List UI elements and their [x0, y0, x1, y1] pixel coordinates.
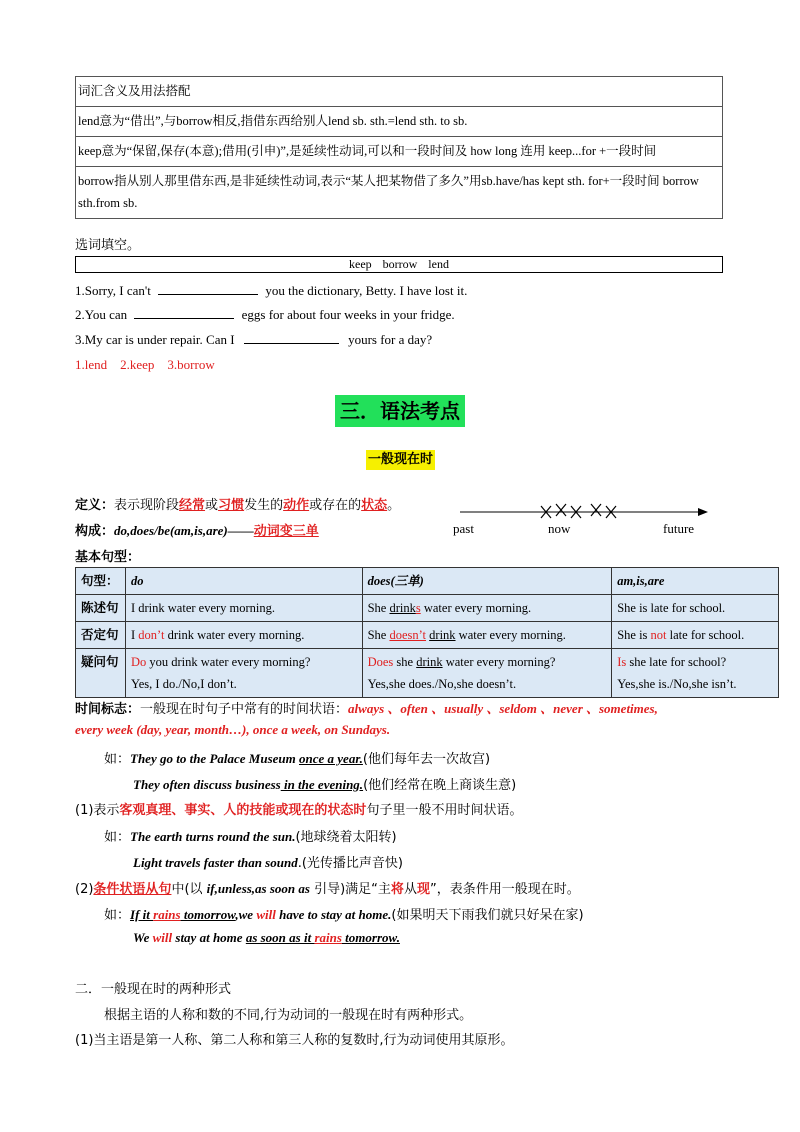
example-1a: [104, 748, 490, 767]
timeline-marks: [541, 504, 616, 518]
rule-highlight: 现: [416, 882, 430, 897]
cell-answer: Yes, I do./No,I don’t.: [130, 677, 237, 691]
def-word-action: 动作: [283, 498, 310, 513]
section-title: 三．语法考点: [335, 395, 465, 427]
example-underline: tomorrow.: [341, 930, 400, 945]
rule-2: [75, 878, 580, 897]
q2-start: 2.You can: [75, 307, 128, 322]
structure-note: 动词变三单: [253, 524, 319, 539]
timeline-diagram: [460, 498, 710, 520]
rule-text: 句子里一般不用时间状语。: [366, 803, 523, 818]
cell-text: water every morning?: [442, 655, 556, 669]
th-type: 句型：: [76, 568, 126, 595]
basic-label: 基本句型：: [75, 550, 141, 565]
timeline-arrow-icon: [698, 508, 708, 516]
time-markers-words-1: always 、often 、usually 、seldom 、never 、sometimes,: [348, 701, 658, 716]
grammar-table: [75, 567, 779, 698]
th-do: do: [125, 568, 362, 595]
rule-text: ”，表条件用一般现在时。: [429, 882, 580, 897]
question-2: [75, 307, 455, 323]
def-word-state: 状态: [361, 498, 388, 513]
q3-blank[interactable]: [244, 343, 339, 344]
q1-start: 1.Sorry, I can't: [75, 283, 151, 298]
cell-text: water every morning.: [455, 628, 566, 642]
cell-red: Is: [617, 655, 627, 669]
table-row: [76, 622, 779, 649]
question-be: [612, 649, 779, 698]
q1-end: you the dictionary, Betty. I have lost it.: [265, 283, 468, 298]
cell-text: drink water every morning.: [164, 628, 305, 642]
example-text: tomorrow: [180, 907, 236, 922]
rule-text: 引导)满足“主: [309, 882, 391, 897]
rule-text: (1)表示: [75, 803, 120, 818]
cell-text: you drink water every morning?: [146, 655, 311, 669]
question-do: [125, 649, 362, 698]
example-underline: as soon as it: [245, 930, 315, 945]
example-text: The earth turns round the sun.: [130, 829, 296, 844]
subtitle: 一般现在时: [366, 450, 435, 470]
time-markers-words-2: every week (day, year, month…), once a week, on Sundays.: [75, 722, 391, 737]
cell-red: Does: [367, 655, 394, 669]
part2-p2: (1)当主语是第一人称、第二人称和第三人称的复数时,行为动词使用其原形。: [75, 1033, 514, 1048]
cell-underline: drink: [389, 601, 416, 615]
structure-label: 构成：: [75, 524, 115, 539]
vocab-borrow: borrow指从别人那里借东西,是非延续性动词,表示“某人把某物借了多久”用sb.have/has kept sth. for+一段时间 borrow sth.from sb.: [76, 167, 723, 219]
timeline-x-4: [591, 504, 601, 516]
example-2b: [133, 852, 403, 871]
example-text: They go to the Palace Museum: [130, 751, 300, 766]
vocab-header: 词汇含义及用法搭配: [76, 77, 723, 107]
def-text-2: 或: [205, 498, 219, 513]
answers: 1.lend 2.keep 3.borrow: [75, 357, 215, 372]
vocab-keep: keep意为“保留,保存(本意);借用(引申)”,是延续性动词,可以和一段时间及 how long 连用 keep...for +一段时间: [76, 137, 723, 167]
q3-end: yours for a day?: [348, 332, 433, 347]
timeline-now: now: [548, 521, 571, 536]
example-red: will: [256, 907, 276, 922]
time-markers-line: [75, 698, 658, 717]
example-1b: [133, 774, 516, 793]
time-markers-label: 时间标志：: [75, 702, 141, 717]
example-text: stay at home: [172, 930, 246, 945]
rule-highlight: 将: [390, 882, 404, 897]
definition-line: [75, 494, 400, 513]
row-label-negative: 否定句: [76, 622, 126, 649]
def-text-5: 。: [387, 498, 401, 513]
part2-title-text: 二．一般现在时的两种形式: [75, 982, 232, 997]
vocab-table: [75, 76, 723, 219]
part2-title: [75, 978, 231, 997]
example-translation: (他们每年去一次故宫): [362, 752, 491, 767]
cell-answer: Yes,she does./No,she doesn’t.: [367, 677, 517, 691]
example-prefix: 如：: [104, 752, 131, 767]
q1-blank[interactable]: [158, 294, 258, 295]
cell-text: I: [130, 628, 139, 642]
cell-text: late for school.: [666, 628, 745, 642]
cell-red: not: [650, 628, 667, 642]
th-does: does(三单): [362, 568, 612, 595]
example-translation: (地球绕着太阳转): [295, 830, 397, 845]
example-text: If it: [130, 907, 154, 922]
q2-blank[interactable]: [134, 318, 234, 319]
rule-1: [75, 799, 522, 818]
rule-text: 中(以: [171, 882, 207, 897]
statement-be: She is late for school.: [612, 595, 779, 622]
cell-text: She is: [617, 628, 651, 642]
negative-do: [125, 622, 362, 649]
def-word-habit: 习惯: [218, 498, 245, 513]
cell-answer: Yes,she is./No,she isn’t.: [617, 677, 737, 691]
q2-end: eggs for about four weeks in your fridge.: [241, 307, 455, 322]
example-red: rains: [314, 930, 342, 945]
def-word-often: 经常: [179, 498, 206, 513]
structure-line: [75, 520, 319, 539]
example-translation: .(光传播比声音快): [297, 856, 403, 871]
cell-text: she late for school?: [626, 655, 727, 669]
example-underline: once a year.: [299, 751, 363, 766]
negative-does: [362, 622, 612, 649]
structure-formula: do,does/be(am,is,are)——: [114, 523, 254, 538]
example-text: ,we: [235, 907, 257, 922]
cell-text: She: [367, 601, 390, 615]
statement-do: I drink water every morning.: [125, 595, 362, 622]
cell-red: Do: [130, 655, 147, 669]
question-3: [75, 332, 432, 348]
word-box: keep borrow lend: [75, 256, 723, 273]
table-row: [76, 595, 779, 622]
exercise-instruction: 选词填空。: [75, 238, 141, 253]
cell-text: she: [393, 655, 417, 669]
table-row: [76, 649, 779, 698]
timeline-past: past: [453, 521, 474, 536]
rule-highlight: 条件状语从句: [93, 882, 172, 897]
rule-conjunctions: if,unless,as soon as: [206, 881, 310, 896]
example-text: have to stay at home.: [275, 907, 392, 922]
statement-does: [362, 595, 612, 622]
part2-p1: 根据主语的人称和数的不同,行为动词的一般现在时有两种形式。: [104, 1008, 473, 1023]
vocab-lend: lend意为“借出”,与borrow相反,指借东西给别人lend sb. sth.=lend sth. to sb.: [76, 107, 723, 137]
example-text: They often discuss business: [133, 777, 281, 792]
example-underline: in the evening.: [280, 777, 364, 792]
def-text-4: 或存在的: [309, 498, 362, 513]
example-text: We: [133, 930, 153, 945]
example-text: Light travels faster than sound: [133, 855, 298, 870]
example-red: will: [152, 930, 173, 945]
example-prefix: 如：: [104, 830, 131, 845]
question-does: [362, 649, 612, 698]
timeline-x-2: [556, 504, 566, 516]
def-text-3: 发生的: [244, 498, 284, 513]
rule-text: 从: [403, 882, 417, 897]
row-label-question: 疑问句: [76, 649, 126, 698]
time-markers-text: 一般现在时句子中常有的时间状语：: [140, 702, 349, 717]
cell-text: She: [367, 628, 390, 642]
example-red: rains: [153, 907, 181, 922]
def-text-1: 表示现阶段: [114, 498, 180, 513]
cell-red: s: [415, 601, 421, 615]
example-prefix: 如：: [104, 908, 131, 923]
cell-red: doesn’t: [389, 628, 427, 642]
negative-be: [612, 622, 779, 649]
cell-red: don’t: [138, 628, 165, 642]
example-3a: [104, 904, 584, 923]
timeline-future: future: [663, 521, 695, 536]
example-translation: (如果明天下雨我们就只好呆在家): [391, 908, 584, 923]
th-be: am,is,are: [612, 568, 779, 595]
rule-highlight: 客观真理、事实、人的技能或现在的状态时: [119, 803, 367, 818]
definition-label: 定义：: [75, 498, 115, 513]
cell-text: water every morning.: [420, 601, 532, 615]
cell-underline: drink: [416, 655, 443, 669]
example-2a: [104, 826, 397, 845]
cell-underline: drink: [429, 628, 456, 642]
row-label-statement: 陈述句: [76, 595, 126, 622]
rule-text: (2): [75, 882, 94, 897]
q3-start: 3.My car is under repair. Can I: [75, 332, 235, 347]
question-1: [75, 283, 467, 299]
example-3b: [133, 930, 400, 946]
example-translation: (他们经常在晚上商谈生意): [363, 778, 517, 793]
